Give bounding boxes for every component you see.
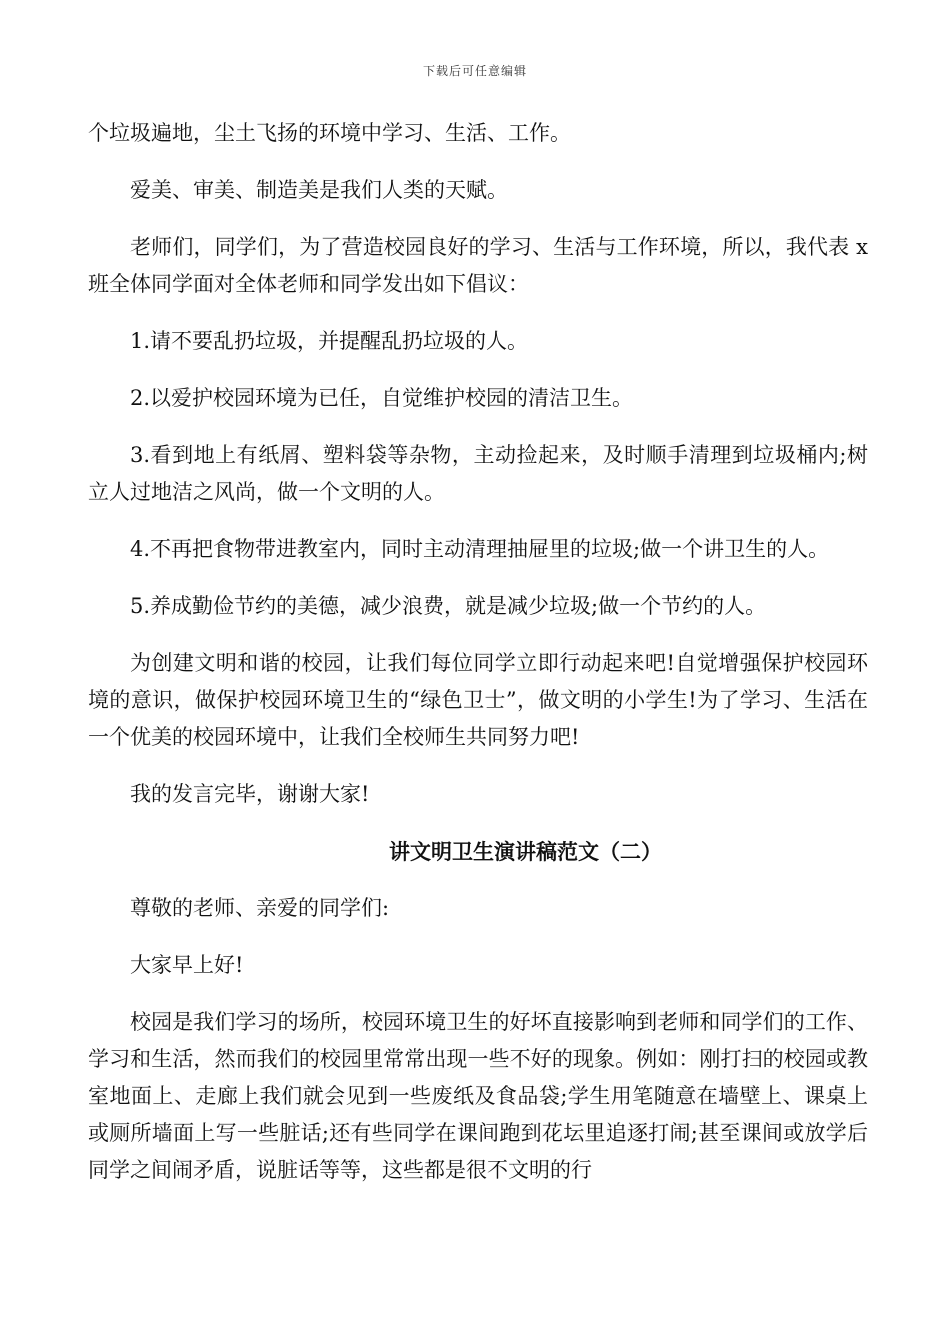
paragraph-continuation: 个垃圾遍地，尘土飞扬的环境中学习、生活、工作。 [88, 121, 571, 145]
paragraph: 爱美、审美、制造美是我们人类的天赋。 [130, 178, 508, 202]
document-body [88, 115, 868, 1209]
paragraph: 校园是我们学习的场所，校园环境卫生的好坏直接影响到老师和同学们的工作、学习和生活，然而我们的校园里常常出现一些不好的现象。例如：刚打扫的校园或教室地面上、走廊上我们就会见到一些废纸及食品袋;学生用笔随意在墙壁上、课桌上或厕所墙面上写一些脏话;还有些同学在课间跑到花坛里追逐打闹;甚至课间或放学后同学之间闹矛盾，说脏话等等，这些都是很不文明的行 [88, 1010, 868, 1182]
proposal-item-1: 1.请不要乱扔垃圾，并提醒乱扔垃圾的人。 [130, 329, 529, 353]
greeting: 大家早上好! [130, 953, 244, 977]
paragraph: 老师们，同学们，为了营造校园良好的学习、生活与工作环境，所以，我代表 x 班全体同学面对全体老师和同学发出如下倡议： [88, 235, 868, 296]
proposal-item-3: 3.看到地上有纸屑、塑料袋等杂物，主动捡起来，及时顺手清理到垃圾桶内;树立人过地洁之风尚，做一个文明的人。 [88, 443, 868, 504]
section-title: 讲文明卫生演讲稿范文（二） [389, 839, 662, 864]
salutation: 尊敬的老师、亲爱的同学们: [130, 896, 390, 920]
proposal-item-4: 4.不再把食物带进教室内，同时主动清理抽屉里的垃圾;做一个讲卫生的人。 [130, 537, 830, 561]
paragraph-closing: 为创建文明和谐的校园，让我们每位同学立即行动起来吧!自觉增强保护校园环境的意识，做保护校园环境卫生的“绿色卫士”，做文明的小学生!为了学习、生活在一个优美的校园环境中，让我们全校师生共同努力吧! [88, 651, 868, 749]
page-header-note: 下载后可任意编辑 [422, 64, 527, 78]
paragraph-thanks: 我的发言完毕，谢谢大家! [130, 782, 370, 806]
proposal-item-2: 2.以爱护校园环境为已任，自觉维护校园的清洁卫生。 [130, 386, 634, 410]
proposal-item-5: 5.养成勤俭节约的美德，减少浪费，就是减少垃圾;做一个节约的人。 [130, 594, 767, 618]
